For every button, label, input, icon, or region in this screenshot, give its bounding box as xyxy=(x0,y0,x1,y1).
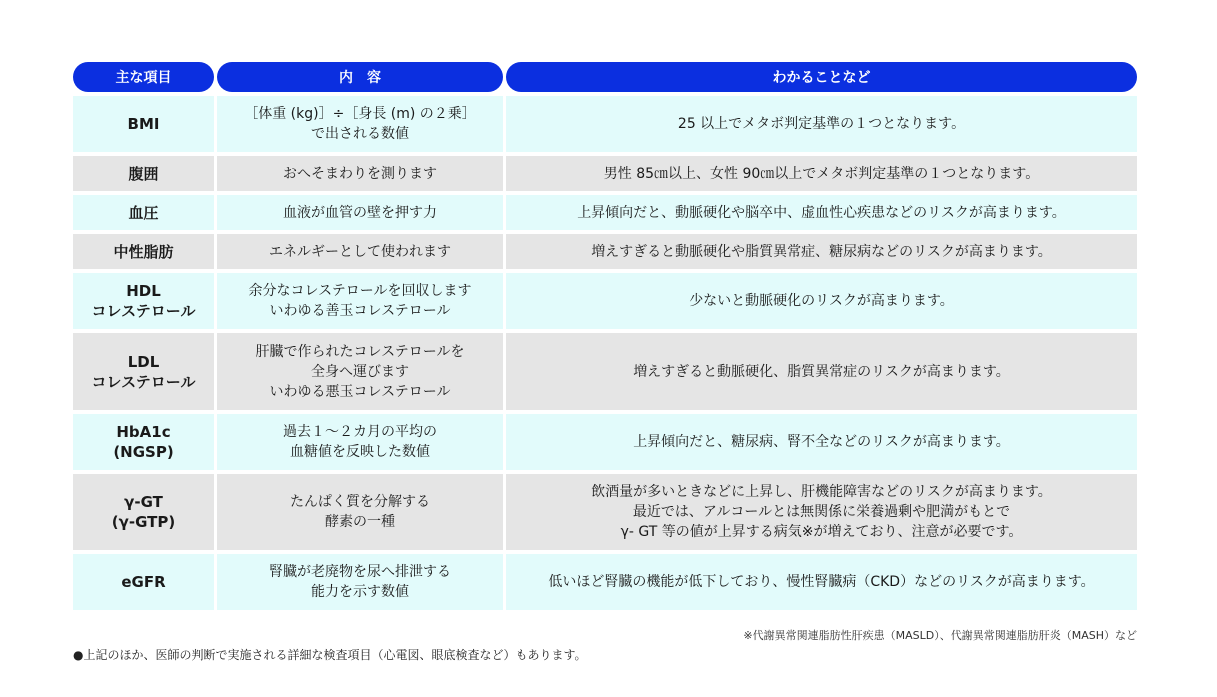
row-item xyxy=(73,96,214,152)
row-item-line: 腹囲 xyxy=(128,164,159,183)
table-row xyxy=(73,156,1137,191)
row-content-line: 血糖値を反映した数値 xyxy=(290,444,430,460)
row-content xyxy=(217,414,503,470)
table-note: ※代謝異常関連脂肪性肝疾患（MASLD）、代謝異常関連脂肪肝炎（MASH）など xyxy=(743,629,1137,642)
row-item xyxy=(73,195,214,230)
row-content-line: 腎臓が老廃物を尿へ排泄する xyxy=(269,564,451,580)
row-item-line: BMI xyxy=(127,115,160,133)
row-content-line: ［体重 (kg)］÷［身長 (m) の２乗］ xyxy=(244,106,476,122)
row-content xyxy=(217,96,503,152)
row-meaning-line: 増えすぎると動脈硬化、脂質異常症のリスクが高まります。 xyxy=(633,363,1010,380)
row-item-line: コレステロール xyxy=(91,302,196,320)
row-content xyxy=(217,333,503,410)
checkup-table xyxy=(73,62,1137,610)
row-meaning xyxy=(506,234,1137,269)
table-row xyxy=(73,414,1137,470)
table-header xyxy=(73,62,1137,92)
row-item xyxy=(73,273,214,329)
row-meaning-line: 少ないと動脈硬化のリスクが高まります。 xyxy=(689,293,954,309)
row-meaning xyxy=(506,156,1137,191)
row-content-line: 血液が血管の壁を押す力 xyxy=(283,204,437,221)
row-item-line: (γ-GTP) xyxy=(111,513,176,531)
row-item xyxy=(73,554,214,610)
row-meaning-line: 男性 85㎝以上、女性 90㎝以上でメタボ判定基準の１つとなります。 xyxy=(603,165,1040,182)
row-content-line: 過去１～２カ月の平均の xyxy=(283,424,437,440)
row-content xyxy=(217,234,503,269)
table-row xyxy=(73,554,1137,610)
row-content-line: 肝臓で作られたコレステロールを xyxy=(255,343,465,360)
row-meaning xyxy=(506,414,1137,470)
header-content: 内 容 xyxy=(217,62,503,92)
row-item xyxy=(73,333,214,410)
row-item xyxy=(73,414,214,470)
row-meaning xyxy=(506,273,1137,329)
row-meaning-line: 低いほど腎臓の機能が低下しており、慢性腎臓病（CKD）などのリスクが高まります。 xyxy=(548,574,1095,590)
row-meaning-line: 増えすぎると動脈硬化や脂質異常症、糖尿病などのリスクが高まります。 xyxy=(591,243,1052,260)
table-row xyxy=(73,273,1137,329)
row-item-line: HDL xyxy=(126,282,161,300)
row-item-line: 血圧 xyxy=(128,203,159,222)
row-content xyxy=(217,554,503,610)
row-meaning-line: 上昇傾向だと、動脈硬化や脳卒中、虚血性心疾患などのリスクが高まります。 xyxy=(577,204,1066,221)
row-meaning-line: 最近では、アルコールとは無関係に栄養過剰や肥満がもとで xyxy=(632,504,1011,520)
row-item-line: γ-GT xyxy=(124,493,163,511)
table-row xyxy=(73,234,1137,269)
table-row xyxy=(73,333,1137,410)
header-meaning: わかることなど xyxy=(506,62,1137,92)
row-item-line: LDL xyxy=(127,352,160,371)
row-meaning xyxy=(506,554,1137,610)
row-item-line: HbA1c xyxy=(116,423,171,441)
row-meaning-line: 25 以上でメタボ判定基準の１つとなります。 xyxy=(677,116,966,132)
row-content-line: で出される数値 xyxy=(311,126,409,142)
row-content-line: いわゆる善玉コレステロール xyxy=(269,303,451,319)
row-item xyxy=(73,474,214,550)
row-content-line: エネルギーとして使われます xyxy=(269,243,451,260)
row-item xyxy=(73,234,214,269)
row-meaning xyxy=(506,474,1137,550)
row-meaning-line: 飲酒量が多いときなどに上昇し、肝機能障害などのリスクが高まります。 xyxy=(591,484,1052,500)
row-content xyxy=(217,474,503,550)
row-content-line: 酵素の一種 xyxy=(325,514,395,530)
table-row xyxy=(73,474,1137,550)
table-row xyxy=(73,96,1137,152)
row-content-line: 余分なコレステロールを回収します xyxy=(248,283,472,299)
row-item xyxy=(73,156,214,191)
row-content-line: 全身へ運びます xyxy=(311,363,409,380)
row-meaning xyxy=(506,195,1137,230)
footnote: ●上記のほか、医師の判断で実施される詳細な検査項目（心電図、眼底検査など）もあります。 xyxy=(73,648,587,662)
row-meaning-line: γ- GT 等の値が上昇する病気※が増えており、注意が必要です。 xyxy=(620,524,1023,540)
row-content-line: おへそまわりを測ります xyxy=(283,165,437,182)
row-content xyxy=(217,156,503,191)
row-content-line: 能力を示す数値 xyxy=(311,584,409,600)
row-content-line: いわゆる悪玉コレステロール xyxy=(269,383,451,400)
table-row xyxy=(73,195,1137,230)
row-content-line: たんぱく質を分解する xyxy=(290,494,430,510)
header-item: 主な項目 xyxy=(73,62,214,92)
row-meaning xyxy=(506,96,1137,152)
row-item-line: コレステロール xyxy=(91,372,196,391)
row-content xyxy=(217,273,503,329)
table-body xyxy=(73,96,1137,610)
row-meaning xyxy=(506,333,1137,410)
row-item-line: eGFR xyxy=(121,573,166,591)
row-meaning-line: 上昇傾向だと、糖尿病、腎不全などのリスクが高まります。 xyxy=(633,434,1010,450)
row-item-line: (NGSP) xyxy=(113,443,174,461)
row-item-line: 中性脂肪 xyxy=(113,242,174,261)
row-content xyxy=(217,195,503,230)
